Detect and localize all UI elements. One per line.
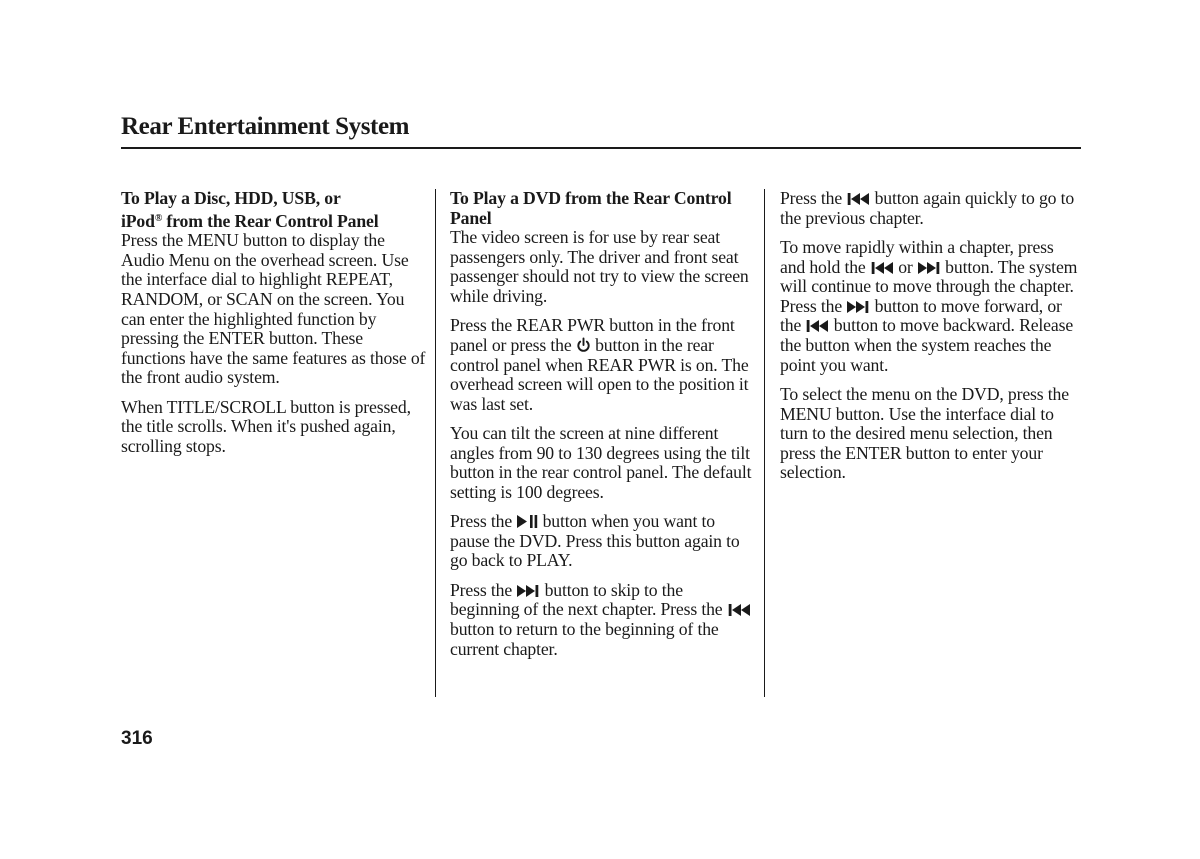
paragraph-dvd-menu: To select the menu on the DVD, press the MENU button. Use the interface dial to turn to the desired menu selection, then press the ENTER button to enter your selection. — [780, 383, 1069, 483]
skip-forward-icon — [516, 584, 540, 598]
text-segment: button again quickly to go to the previous chapter. — [780, 188, 1075, 228]
paragraph-video-screen: The video screen is for use by rear seat passengers only. The driver and front seat passenger should not try to view the screen while driving. — [450, 227, 749, 306]
paragraph-title-scroll: When TITLE/SCROLL button is pressed, the title scrolls. When it's pushed again, scrolling stops. — [121, 396, 411, 456]
paragraph-tilt: You can tilt the screen at nine different angles from 90 to 130 degrees using the tilt button in the rear control panel. The default setting is 100 degrees. — [450, 423, 752, 502]
column-divider-2 — [764, 189, 765, 697]
paragraph-pause — [450, 512, 752, 571]
skip-forward-icon — [846, 300, 870, 314]
column-middle — [450, 189, 752, 669]
paragraph-rear-pwr — [450, 316, 752, 414]
column-divider-1 — [435, 189, 436, 697]
heading-line-1: To Play a Disc, HDD, USB, or — [121, 188, 341, 208]
text-segment: button to skip to the beginning of the next chapter. Press the — [450, 579, 727, 620]
text-segment: button. The system will continue to move through the chapter. Press the — [780, 256, 1078, 316]
text-segment: button to return to the beginning of the current chapter. — [450, 619, 719, 659]
skip-back-icon — [846, 192, 870, 206]
text-segment: Press the REAR PWR button in the front panel or press the — [450, 315, 735, 355]
paragraph-skip — [450, 581, 752, 659]
skip-back-icon — [727, 603, 751, 617]
text-segment: button when you want to pause the DVD. Press this button again to go back to PLAY. — [450, 511, 740, 571]
heading-line-2: from the Rear Control Panel — [162, 210, 379, 231]
paragraph-previous-chapter — [780, 189, 1080, 228]
skip-back-icon — [805, 319, 829, 333]
text-segment: To move rapidly within a chapter, press and hold the — [780, 236, 1054, 277]
page-number: 316 — [121, 728, 153, 749]
power-icon — [576, 337, 591, 353]
paragraph-move-rapidly — [780, 238, 1080, 375]
heading-ipod: iPod — [121, 210, 155, 231]
section-heading-disc — [121, 189, 426, 231]
registered-mark: ® — [154, 212, 163, 224]
section-heading-dvd: To Play a DVD from the Rear Control Panel — [450, 188, 732, 228]
paragraph-menu-button: Press the MENU button to display the Audio Menu on the overhead screen. Use the interface dial to highlight REPEAT, RANDOM, or SCAN on the screen. You can enter the highlighted function by pressing the ENTER button. These functions have the same features as those of the front audio system. — [121, 230, 426, 388]
text-segment: Press the — [450, 511, 517, 532]
text-segment: button to move forward, or the — [780, 295, 1062, 336]
text-segment: Press the — [780, 188, 847, 208]
column-left — [121, 189, 426, 466]
skip-forward-icon — [917, 261, 941, 275]
page-title: Rear Entertainment System — [121, 113, 410, 140]
column-right — [780, 189, 1080, 493]
title-divider — [121, 147, 1081, 149]
skip-back-icon — [870, 261, 894, 275]
text-segment: Press the — [450, 579, 517, 600]
text-segment: button to move backward. Release the button when the system reaches the point you want. — [780, 315, 1074, 375]
play-pause-icon — [516, 514, 538, 529]
text-segment: or — [893, 256, 917, 277]
text-segment: button in the rear control panel when REAR PWR is on. The overhead screen will open to the position it was last set. — [450, 334, 749, 414]
